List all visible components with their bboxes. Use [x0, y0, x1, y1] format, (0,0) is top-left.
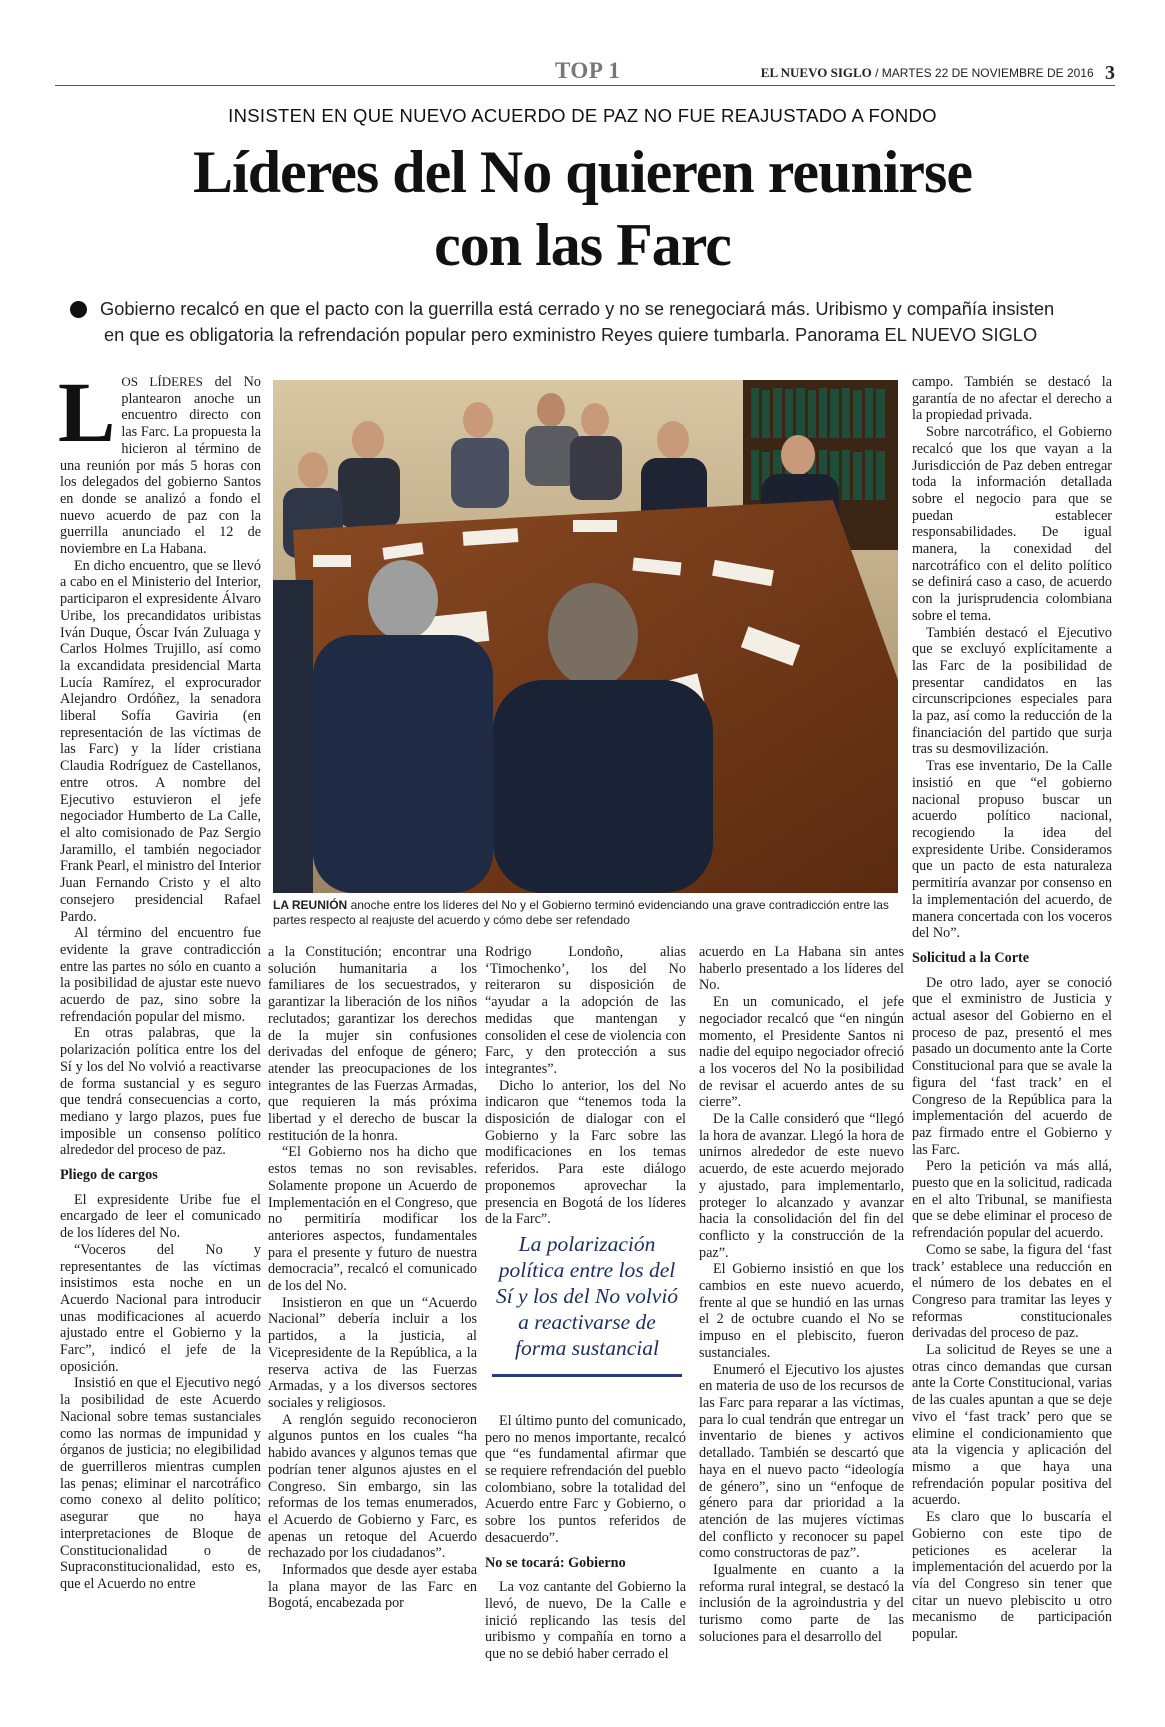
opening-paragraph — [58, 364, 261, 558]
photo-caption — [273, 898, 898, 928]
paragraph: El último punto del comunicado, pero no menos importante, recalcó que “es fundamental afirmar que se requiere refrendación del pueblo colombiano, sobre la totalidad del Acuerdo entre Farc y Gobierno, o sobre los puntos referidos de desacuerdo”. — [485, 1412, 686, 1546]
paragraph: campo. También se destacó la garantía de no afectar el derecho a la propiedad privada. — [912, 374, 1112, 424]
paragraph: El Gobierno insistió en que los cambios en este nuevo acuerdo, frente al que se hundió en las urnas el 2 de octubre cuando el No se impuso en el plebiscito, fueron sustanciales. — [699, 1261, 904, 1361]
paragraph: acuerdo en La Habana sin antes haberlo presentado a los líderes del No. — [699, 944, 904, 994]
paragraph: “El Gobierno nos ha dicho que estos temas no son revisables. Solamente propone un Acuerdo de Implementación en el Congreso, que no permitiría modificar los anteriores aspectos, fundamentales para el presente y futuro de nuestra democracia”, recalcó el comunicado de los del No. — [268, 1144, 477, 1295]
headline-line-2: con las Farc — [434, 212, 731, 278]
paragraph: Insistió en que el Ejecutivo negó la posibilidad de este Acuerdo Nacional sobre temas sustanciales como las normas de impunidad y órganos de justicia; no elegibilidad de guerrilleros mientras cumplen las penas; eliminar el narcotráfico como conexo al delito político; asegurar que no haya interpretaciones de Bloque de Constitucionalidad o de Supraconstitucionalidad, esto es, que el Acuerdo no entre — [60, 1375, 261, 1592]
paragraph: Rodrigo Londoño, alias ‘Timochenko’, los del No reiteraron su disposición de “ayudar a la adopción de las medidas que mantengan y consoliden el cese de violencia con Farc, y den protección a sus integrantes”. — [485, 944, 686, 1077]
section-tag: TOP 1 — [555, 58, 621, 83]
column-5 — [912, 374, 1112, 1643]
page-number: 3 — [1105, 62, 1115, 84]
column-4 — [699, 944, 904, 1646]
pull-quote: La polarización política entre los del Sí y los del No volvió a reactivarse de forma sustancial — [495, 1232, 679, 1360]
paragraph: De la Calle consideró que “llegó la hora de avanzar. Llegó la hora de unirnos alrededor de este nuevo acuerdo, de este acuerdo mejorado y ajustado, para implementarlo, proteger lo alcanzado y avanzar hacia la consolidación del fin del conflicto y la construcción de la paz”. — [699, 1111, 904, 1261]
paragraph: Informados que desde ayer estaba la plana mayor de las Farc en Bogotá, encabezada por — [268, 1562, 477, 1612]
opening-caps: OS LÍDERES — [121, 374, 203, 389]
paragraph: “Voceros del No y representantes de las víctimas insistimos esta noche en un Acuerdo Nacional para introducir unas modificaciones al acuerdo ajustado entre el Gobierno y la Farc”, indicó el jefe de la oposición. — [60, 1241, 261, 1375]
pull-quote-rule — [492, 1374, 682, 1377]
subheading: Solicitud a la Corte — [912, 949, 1030, 966]
paragraph: Enumeró el Ejecutivo los ajustes en materia de uso de los recursos de las Farc para reparar a las víctimas, para lo cual tendrán que entregar un inventario de bienes y activos detallado. También se descartó que haya en el nuevo pacto “ideología de género”, sino un “enfoque de género para dar prioridad a la atención de las mujeres víctimas del conflicto y reconocer su papel como constructoras de paz”. — [699, 1361, 904, 1562]
header-info — [761, 62, 1115, 85]
caption-text: anoche entre los líderes del No y el Gobierno terminó evidenciando una grave contradicción entre las partes respecto al reajuste del acuerdo y cómo debe ser refendado — [273, 898, 889, 927]
headline-line-1: Líderes del No quieren reunirse — [193, 139, 972, 205]
issue-date: / MARTES 22 DE NOVIEMBRE DE 2016 — [875, 66, 1094, 80]
meeting-photo — [273, 380, 898, 893]
lead-summary — [70, 296, 1120, 348]
caption-lead: LA REUNIÓN — [273, 898, 348, 912]
paragraph: Pero la petición va más allá, puesto que en la solicitud, radicada en el alto Tribunal, se manifiesta que se debe eliminar el proceso de refrendación popular del acuerdo. — [912, 1158, 1112, 1242]
paragraph: Tras ese inventario, De la Calle insistió en que “el gobierno nacional propuso buscar un acuerdo político nacional, recogiendo la idea del expresidente Uribe. Consideramos que un pacto de esta naturaleza permitiría avanzar por consenso en la implementación del acuerdo, de manera concertada con los voceros del No”. — [912, 758, 1112, 942]
bullet-icon — [70, 301, 87, 318]
paragraph: Sobre narcotráfico, el Gobierno recalcó que los que vayan a la Jurisdicción de Paz deben entregar toda la información detallada sobre el negocio para que se puedan establecer responsabilidades. De igual manera, la conexidad del narcotráfico con el delito político se definirá caso a caso, de acuerdo con la jurisprudencia colombiana sobre el tema. — [912, 424, 1112, 624]
paragraph: del No plantearon anoche un encuentro directo con las Farc. La propuesta la hicieron al término de una reunión por más 5 horas con los delegados del gobierno Santos en donde se analizó a fondo el nuevo acuerdo de paz con la guerrilla anunciado el 12 de noviembre en La Habana. — [60, 374, 261, 558]
paragraph: A renglón seguido reconocieron algunos puntos en los cuales “ha habido avances y algunos temas que podrían tener algunos ajustes en el Congreso. Sin embargo, sin las reformas de los temas enumerados, el Acuerdo de Gobierno y Farc, es apenas un retoque del Acuerdo rechazado por los ciudadanos”. — [268, 1411, 477, 1562]
paper-name: EL NUEVO SIGLO — [760, 65, 872, 80]
paragraph: En un comunicado, el jefe negociador recalcó que “en ningún momento, el Presidente Santos ni nadie del equipo negociador ofreció a los voceros del No la posibilidad de revisar el acuerdo antes de su cierre”. — [699, 994, 904, 1111]
meeting-photo-illustration — [273, 380, 898, 893]
column-2 — [268, 944, 477, 1612]
paragraph: De otro lado, ayer se conoció que el exministro de Justicia y actual asesor del Gobierno en el proceso de paz, presentó el mes pasado un documento ante la Corte Constitucional para que se avale la figura del ‘fast track’ en el Congreso de la República para la implementación del acuerdo de paz firmado entre el Gobierno y las Farc. — [912, 974, 1112, 1158]
paragraph: La solicitud de Reyes se une a otras cinco demandas que cursan ante la Corte Constitucional, varias de las cuales apuntan a que se deje vivo el ‘fast track’ pero que se elimine el condicionamiento que ata la vigencia y aplicación del mismo a que haya una refrendación popular positiva del acuerdo. — [912, 1342, 1112, 1509]
kicker: INSISTEN EN QUE NUEVO ACUERDO DE PAZ NO FUE REAJUSTADO A FONDO — [228, 105, 937, 126]
paragraph: En otras palabras, que la polarización política entre los del Sí y los del No volvió a reactivarse de forma sustancial y es seguro que tendrá consecuencias a corto, mediano y largo plazos, pues fue imposible un consenso político alrededor del proceso de paz. — [60, 1025, 261, 1159]
paragraph: Insistieron en que un “Acuerdo Nacional” debería incluir a los partidos, a la justicia, al Vicepresidente de la República, a la reserva activa de las Fuerzas Armadas, y a los diversos sectores sociales y religiosos. — [268, 1294, 477, 1411]
page-header — [55, 58, 1115, 86]
paragraph: En dicho encuentro, que se llevó a cabo en el Ministerio del Interior, participaron el expresidente Álvaro Uribe, los precandidatos uribistas Iván Duque, Óscar Iván Zuluaga y Carlos Holmes Trujillo, así como la excandidata presidencial Marta Lucía Ramírez, el exprocurador Alejandro Ordóñez, la senadora liberal Sofía Gaviria (en representación de las víctimas de las Farc) y la líder cristiana Claudia Rodríguez de Castellanos, entre otros. A nombre del Ejecutivo estuvieron el jefe negociador Humberto de La Calle, el alto comisionado de Paz Sergio Jaramillo, el también negociador Frank Pearl, el ministro del Interior Juan Fernando Cristo y el alto consejero presidencial Rafael Pardo. — [60, 557, 261, 925]
paragraph: Como se sabe, la figura del ‘fast track’ establece una reducción en el número de los debates en el Congreso para tramitar las leyes y reformas constitucionales derivadas del proceso de paz. — [912, 1241, 1112, 1342]
lead-line-1: Gobierno recalcó en que el pacto con la guerrilla está cerrado y no se renegociará más. Uribismo y compañía insisten — [100, 298, 1055, 319]
paragraph: La voz cantante del Gobierno la llevó, de nuevo, De la Calle e inició replicando las tesis del uribismo y compañía en torno a que no se debió haber cerrado el — [485, 1579, 686, 1663]
paragraph: Dicho lo anterior, los del No indicaron que “tenemos toda la disposición de dialogar con el Gobierno y la Farc sobre las modificaciones en los temas referidos. Para este diálogo proponemos aprovechar la presencia en Bogotá de los líderes de la Farc”. — [485, 1077, 686, 1228]
headline — [0, 136, 1165, 282]
dropcap: L — [58, 364, 116, 460]
subheading: Pliego de cargos — [60, 1167, 158, 1184]
paragraph: Al término del encuentro fue evidente la grave contradicción entre las partes no sólo en cuanto a la posibilidad de ajustar este nuevo acuerdo de paz, sino sobre la refrendación popular del mismo. — [60, 925, 261, 1025]
column-1 — [58, 364, 261, 1593]
subheading: No se tocará: Gobierno — [485, 1554, 626, 1571]
paragraph: a la Constitución; encontrar una solución humanitaria a los familiares de los secuestrados, y garantizar la liberación de los niños reclutados; garantizar los derechos de la mujer sin confusiones derivadas del enfoque de género; atender las preocupaciones de los integrantes de las Fuerzas Armadas, que requieren la más próxima libertad y el derecho de buscar la restitución de la honra. — [268, 944, 477, 1144]
lead-line-2: en que es obligatoria la refrendación popular pero exministro Reyes quiere tumbarla. Panorama EL NUEVO SIGLO — [104, 324, 1038, 345]
paragraph: Igualmente en cuanto a la reforma rural integral, se destacó la inclusión de la agroindustria y del turismo como parte de las soluciones para el desarrollo del — [699, 1562, 904, 1645]
paragraph: Es claro que lo buscaría el Gobierno con este tipo de peticiones es acelerar la implementación del acuerdo por la vía del Congreso sin tener que citar un nuevo plebiscito u otro mecanismo de participación popular. — [912, 1509, 1112, 1643]
paragraph: También destacó el Ejecutivo que se excluyó explícitamente a las Farc de la posibilidad de presentar candidatos en las circunscripciones especiales para la paz, así como la reducción de la financiación del partido que surja tras su desmovilización. — [912, 624, 1112, 758]
paragraph: El expresidente Uribe fue el encargado de leer el comunicado de los líderes del No. — [60, 1191, 261, 1242]
